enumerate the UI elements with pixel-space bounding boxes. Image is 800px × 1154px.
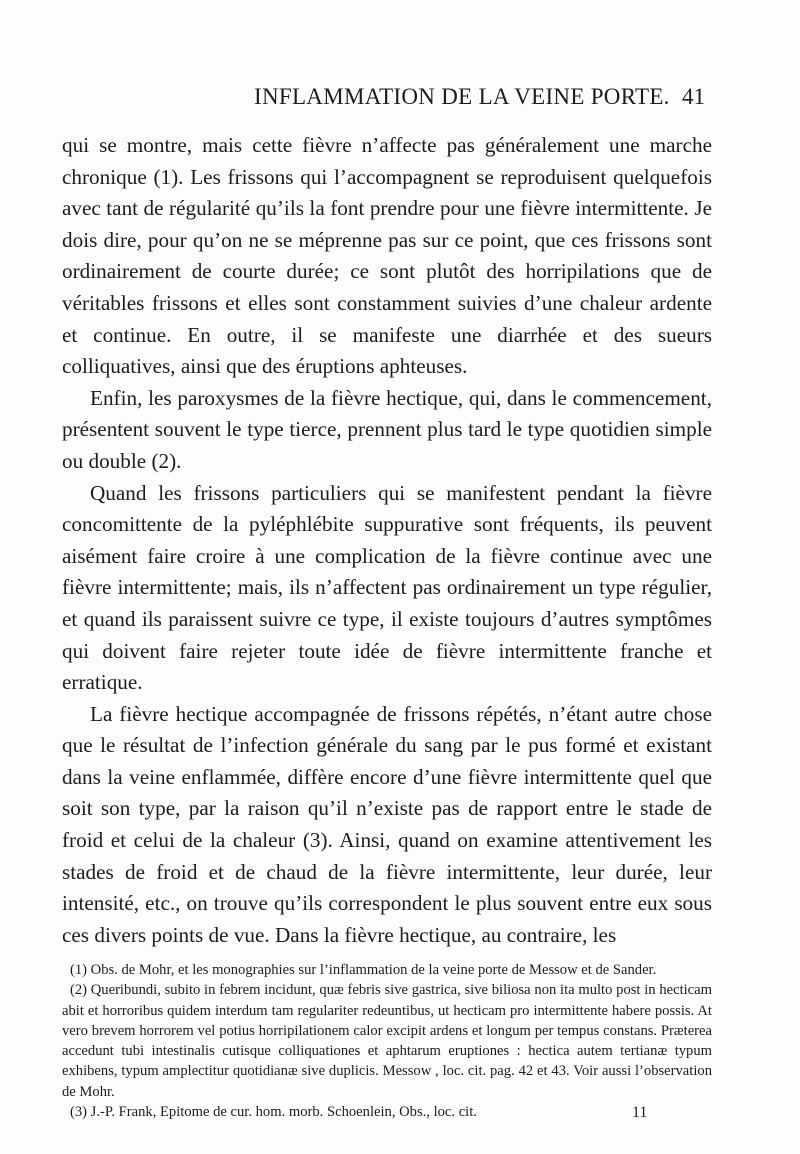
page-number: 41 [682, 84, 705, 109]
footnote-1: (1) Obs. de Mohr, et les monographies sur l’inflammation de la veine porte de Messow et de Sander. [70, 962, 657, 978]
running-head [0, 84, 800, 114]
running-title: INFLAMMATION DE LA VEINE PORTE. [254, 84, 670, 109]
paragraph-3: Quand les frissons particuliers qui se manifestent pendant la fièvre concomittente de la pyléphlébite suppurative sont fréquents, ils peuvent aisément faire croire à une complication de la fièvre continue avec une fièvre intermittente; mais, ils n’affectent pas ordinairement un type régulier, et quand ils paraissent suivre ce type, il existe toujours d’autres symptômes qui doivent faire rejeter toute idée de fièvre intermittente franche et erratique. [62, 480, 712, 695]
paragraph-1: qui se montre, mais cette fièvre n’affecte pas généralement une marche chronique (1). Les frissons qui l’accompagnent se reproduisent quelquefois avec tant de régularité qu’ils la font prendre pour une fièvre intermittente. Je dois dire, pour qu’on ne se méprenne pas sur ce point, que ces frissons sont ordinairement de courte durée; ce sont plutôt des horripilations que de véritables frissons et elles sont constamment suivies d’une chaleur ardente et continue. En outre, il se manifeste une diarrhée et des sueurs colliquatives, ainsi que des éruptions aphteuses. [62, 133, 712, 379]
paragraph-2: Enfin, les paroxysmes de la fièvre hectique, qui, dans le commencement, présentent souvent le type tierce, prennent plus tard le type quotidien simple ou double (2). [62, 385, 712, 473]
footnotes [62, 960, 712, 1122]
body-text [62, 130, 712, 951]
signature-mark: 11 [632, 1104, 648, 1121]
paragraph-4: La fièvre hectique accompagnée de frissons répétés, n’étant autre chose que le résultat de l’infection générale du sang par le pus formé et existant dans la veine enflammée, diffère encore d’une fièvre intermittente quel que soit son type, par la raison qu’il n’existe pas de rapport entre le stade de froid et celui de la chaleur (3). Ainsi, quand on examine attentivement les stades de froid et de chaud de la fièvre intermittente, leur durée, leur intensité, etc., on trouve qu’ils correspondent le plus souvent entre eux sous ces divers points de vue. Dans la fièvre hectique, au contraire, les [62, 701, 712, 947]
footnote-2: (2) Queribundi, subito in febrem incidunt, quæ febris sive gastrica, sive biliosa non ita multo post in hecticam abit et horroribus quidem interdum tam regulariter redeuntibus, ut hecticam pro intermittente habere possis. At vero brevem horrorem vel potius horripilationem calor excipit ardens et longum per tempus constans. Præterea accedunt tubi intestinalis cutisque colliquationes et aphtarum eruptiones : hectica autem tertianæ typum exhibens, typum amplectitur quotidianæ sive duplicis. Messow , loc. cit. pag. 42 et 43. Voir aussi l’observation de Mohr. [62, 982, 712, 1100]
footnote-3: (3) J.-P. Frank, Epitome de cur. hom. morb. Schoenlein, Obs., loc. cit. [70, 1104, 477, 1121]
